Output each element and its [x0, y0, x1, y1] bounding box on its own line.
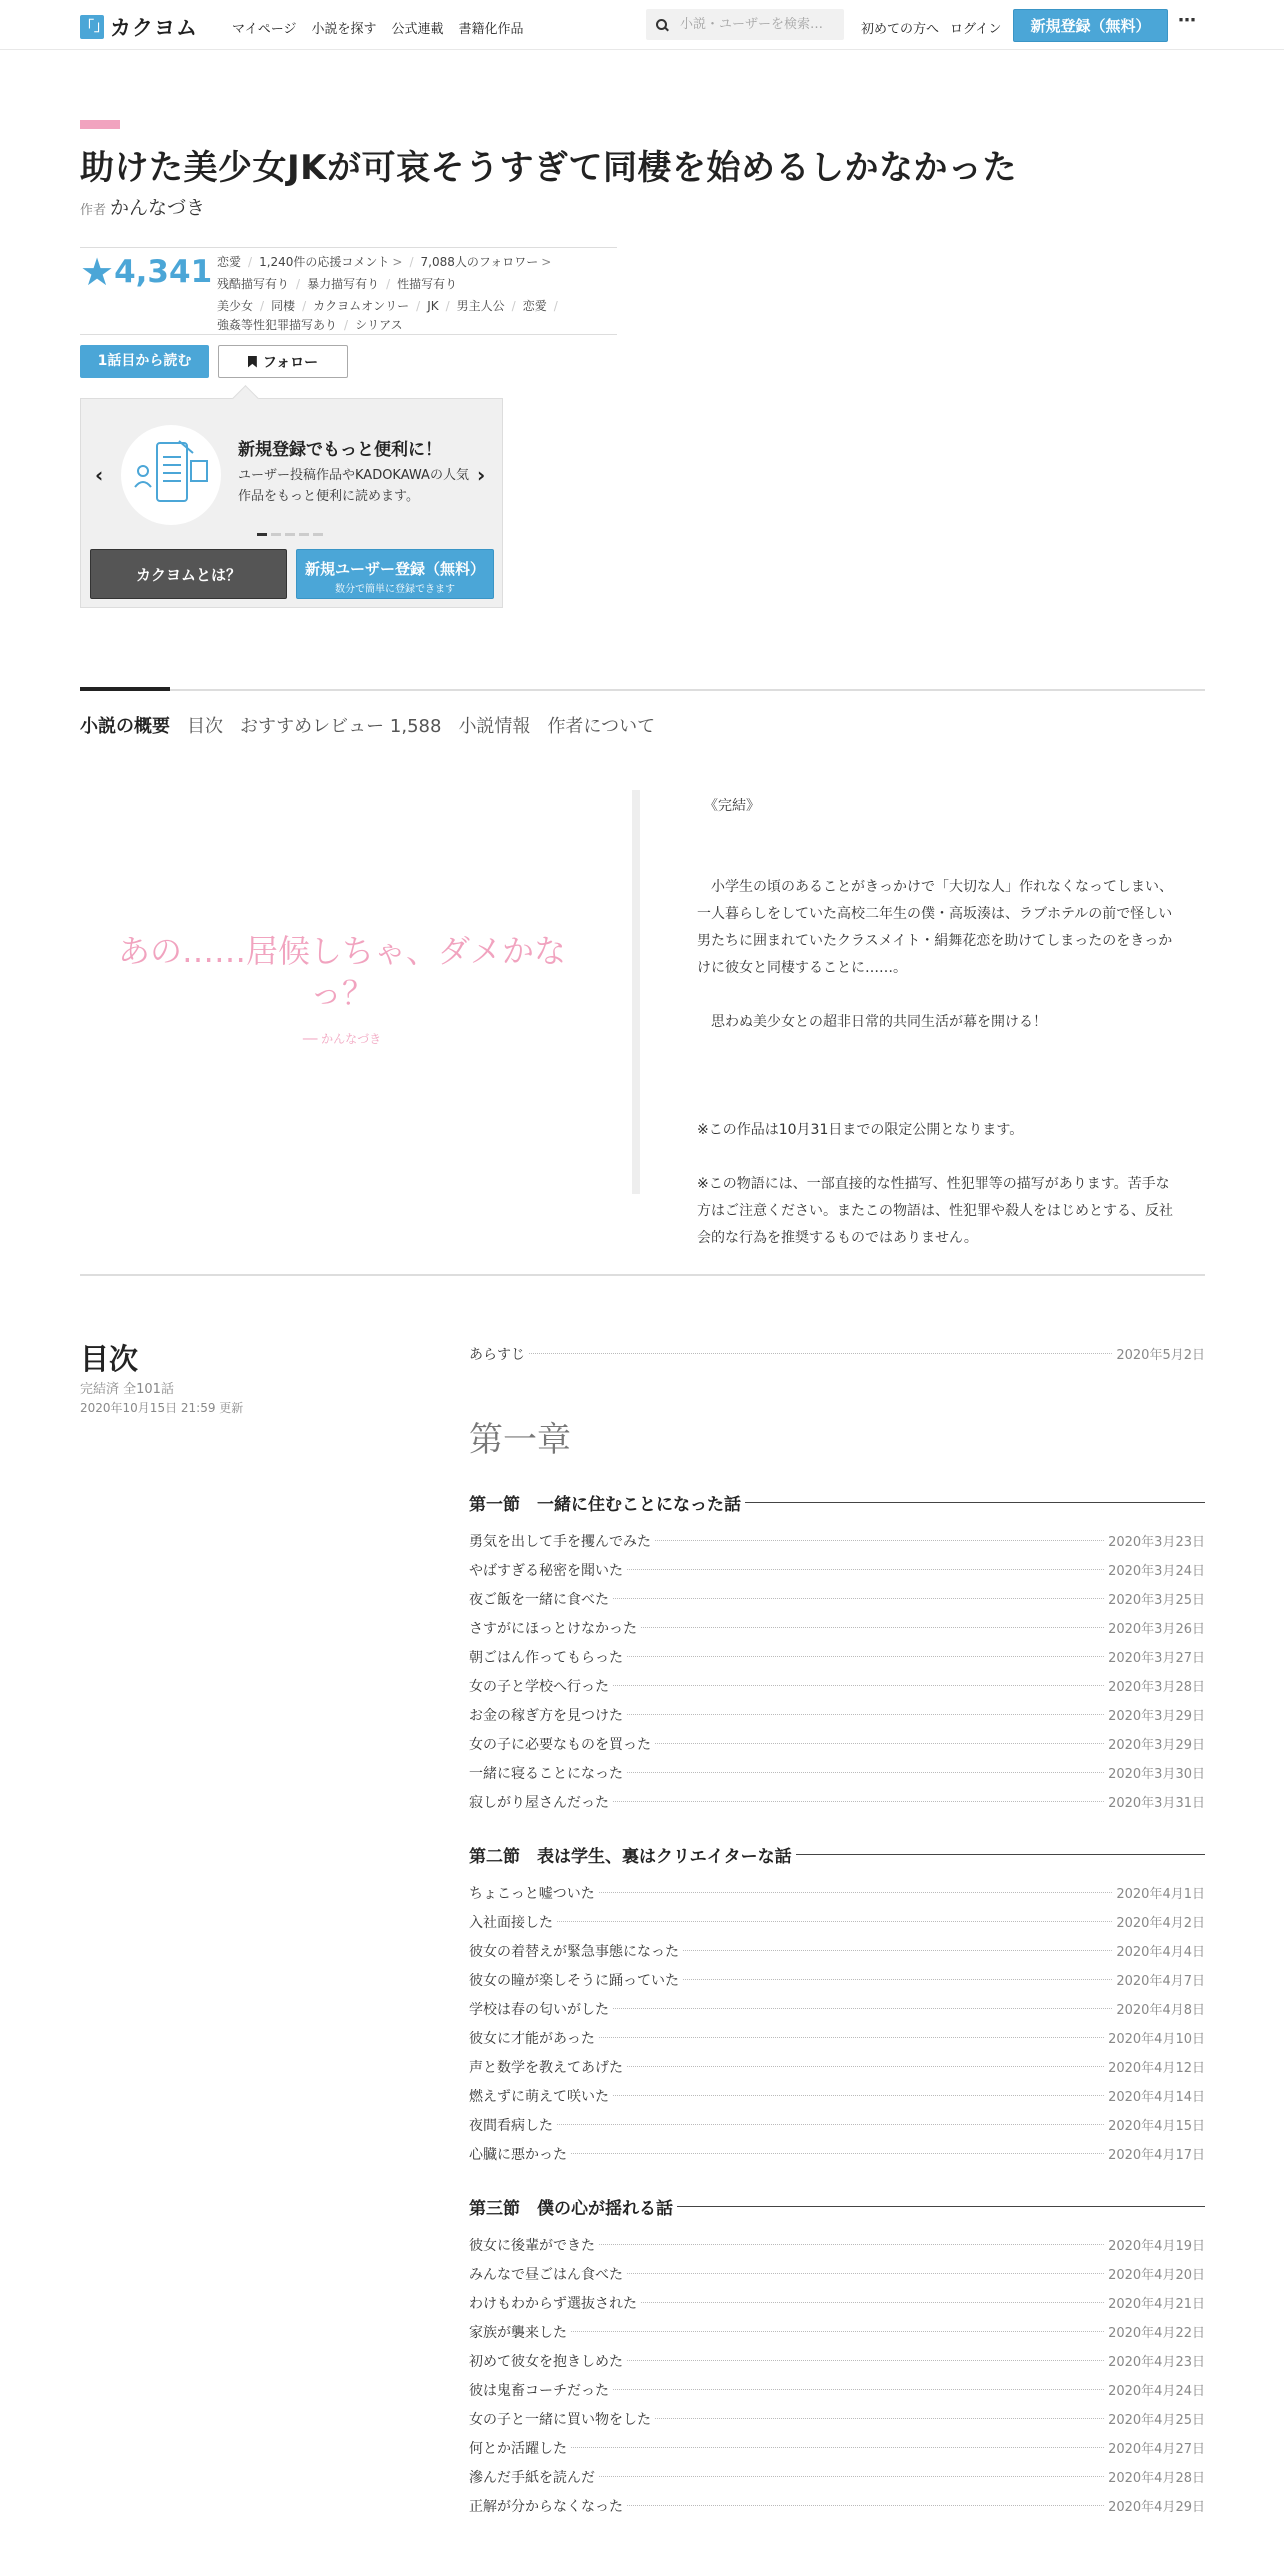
episode-title: 女の子と学校へ行った: [469, 1678, 609, 1695]
leader-dots: [571, 2447, 1104, 2448]
leader-dots: [627, 1714, 1104, 1715]
read-first-episode-button[interactable]: 1話目から読む: [80, 345, 209, 378]
intro-divider: [632, 790, 640, 1194]
episode-row[interactable]: [469, 1339, 1205, 1368]
section-rule: [745, 1502, 1205, 1503]
episode-row[interactable]: [469, 1642, 1205, 1671]
active-tab-indicator: [80, 687, 170, 691]
search-input[interactable]: [680, 17, 830, 32]
episode-title: わけもわからず選抜された: [469, 2295, 637, 2312]
episode-date: 2020年3月23日: [1108, 1535, 1205, 1550]
episode-date: 2020年5月2日: [1116, 1348, 1205, 1363]
leader-dots: [557, 1921, 1112, 1922]
follow-button[interactable]: [218, 345, 348, 378]
section-rule: [796, 1854, 1205, 1855]
episode-date: 2020年4月25日: [1108, 2413, 1205, 2428]
tab-reviews[interactable]: おすすめレビュー 1,588: [240, 716, 442, 737]
author-label: 作者: [80, 203, 107, 218]
warning-tag: 性描写有り: [397, 277, 458, 291]
episode-date: 2020年4月20日: [1108, 2268, 1205, 2283]
episode-row[interactable]: [469, 1878, 1205, 1907]
episode-title: 燃えずに萌えて咲いた: [469, 2088, 609, 2105]
episode-title: 夜間看病した: [469, 2117, 553, 2134]
meta-stats: 恋愛 / 1,240件の応援コメント > / 7,088人のフォロワー >: [217, 255, 552, 269]
episode-title: 彼女の着替えが緊急事態になった: [469, 1943, 679, 1960]
tabs-divider: [80, 689, 1205, 691]
episode-title: お金の稼ぎ方を見つけた: [469, 1707, 623, 1724]
main-nav: [232, 18, 524, 37]
episode-date: 2020年3月25日: [1108, 1593, 1205, 1608]
episode-date: 2020年4月28日: [1108, 2471, 1205, 2486]
star-rating[interactable]: [80, 251, 212, 293]
tag-link[interactable]: カクヨムオンリー: [313, 299, 410, 313]
genre-link[interactable]: 恋愛: [217, 255, 242, 269]
episode-title: やばすぎる秘密を聞いた: [469, 1562, 623, 1579]
episode-date: 2020年4月22日: [1108, 2326, 1205, 2341]
nav-mypage[interactable]: マイページ: [232, 22, 297, 37]
leader-dots: [627, 1772, 1104, 1773]
episode-title: 正解が分からなくなった: [469, 2498, 623, 2515]
episode-date: 2020年3月27日: [1108, 1651, 1205, 1666]
toc-status: 完結済 全101話: [80, 1382, 174, 1397]
episode-title: 彼女の瞳が楽しそうに踊っていた: [469, 1972, 679, 1989]
leader-dots: [599, 1892, 1113, 1893]
leader-dots: [655, 1540, 1104, 1541]
episode-row[interactable]: [469, 1994, 1205, 2023]
register-button-label: 新規ユーザー登録（無料）: [304, 560, 485, 578]
catchphrase: あの……居候しちゃ、ダメかなっ？: [117, 932, 566, 1012]
episode-row[interactable]: [469, 2230, 1205, 2259]
episode-title: 彼女に才能があった: [469, 2030, 595, 2047]
carousel-dot[interactable]: [313, 533, 323, 536]
leader-dots: [599, 2244, 1104, 2245]
warning-tag: 残酷描写有り: [217, 277, 290, 291]
leader-dots: [683, 1979, 1112, 1980]
section-title-text: 第一節 一緒に住むことになった話: [469, 1494, 741, 1515]
episode-title: あらすじ: [469, 1346, 525, 1363]
episode-title: 彼女に後輩ができた: [469, 2237, 595, 2254]
leader-dots: [655, 2418, 1104, 2419]
carousel-dot[interactable]: [299, 533, 309, 536]
episode-row[interactable]: [469, 1526, 1205, 1555]
leader-dots: [655, 1743, 1104, 1744]
chevron-right-icon: >: [392, 255, 403, 269]
leader-dots: [613, 1598, 1104, 1599]
episode-row[interactable]: [469, 2023, 1205, 2052]
search-box: [646, 9, 844, 40]
episode-date: 2020年4月24日: [1108, 2384, 1205, 2399]
section-title-text: 第三節 僕の心が揺れる話: [469, 2198, 673, 2219]
nav-published-works[interactable]: 書籍化作品: [458, 22, 524, 37]
leader-dots: [627, 1569, 1104, 1570]
episode-date: 2020年4月1日: [1116, 1887, 1205, 1902]
carousel-dot[interactable]: [257, 533, 267, 536]
login-link[interactable]: ログイン: [950, 22, 1002, 37]
bookmark-plus-icon: [248, 356, 257, 368]
episode-row[interactable]: [469, 1758, 1205, 1787]
author-name[interactable]: かんなづき: [110, 197, 206, 219]
carousel-dot[interactable]: [271, 533, 281, 536]
tag-link[interactable]: JK: [427, 299, 439, 313]
site-header: [0, 0, 1284, 50]
site-logo[interactable]: [80, 12, 198, 42]
section-title-text: 第二節 表は学生、裏はクリエイターな話: [469, 1846, 792, 1867]
author-row: [80, 193, 205, 220]
follow-button-label: フォロー: [262, 354, 319, 371]
episode-date: 2020年4月7日: [1116, 1974, 1205, 1989]
episode-title: 朝ごはん作ってもらった: [469, 1649, 623, 1666]
section-title: [469, 1839, 1205, 1869]
star-icon: ★: [80, 250, 115, 294]
more-menu-icon[interactable]: ⋯: [1178, 10, 1197, 31]
episode-row[interactable]: [469, 1555, 1205, 1584]
search-icon[interactable]: [656, 19, 668, 31]
first-time-link[interactable]: 初めての方へ: [861, 22, 940, 37]
carousel-next-icon[interactable]: ›: [477, 463, 486, 487]
episode-row[interactable]: [469, 1907, 1205, 1936]
leader-dots: [627, 2360, 1104, 2361]
episode-date: 2020年4月19日: [1108, 2239, 1205, 2254]
episode-row[interactable]: [469, 1613, 1205, 1642]
leader-dots: [627, 2066, 1104, 2067]
about-kakuyomu-button[interactable]: カクヨムとは？: [90, 549, 287, 599]
episode-title: 入社面接した: [469, 1914, 553, 1931]
episode-date: 2020年4月29日: [1108, 2500, 1205, 2515]
leader-dots: [571, 2153, 1104, 2154]
episode-title: ちょこっと嘘ついた: [469, 1885, 595, 1902]
episode-title: さすがにほっとけなかった: [469, 1620, 637, 1637]
work-title[interactable]: 助けた美少女JKが可哀そうすぎて同棲を始めるしかなかった: [80, 148, 1017, 188]
leader-dots: [613, 2008, 1112, 2009]
nav-official-serial[interactable]: 公式連載: [391, 22, 444, 37]
episode-date: 2020年4月2日: [1116, 1916, 1205, 1931]
episode-title: 寂しがり屋さんだった: [469, 1794, 609, 1811]
episode-title: 女の子に必要なものを買った: [469, 1736, 651, 1753]
episode-date: 2020年3月29日: [1108, 1709, 1205, 1724]
work-introduction: 《完結》 小学生の頃のあることがきっかけで「大切な人」作れなくなってしまい、一人暮らしをしていた高校二年生の僕・高坂湊は、ラブホテルの前で怪しい男たちに囲まれていたクラスメイト・絹舞花恋を助けてしまったのをきっかけに彼女と同棲することに……。 思わぬ美少女との超非日常的共同生活が幕を開ける！ ※この作品は10月31日までの限定公開となります。 ※この物語には、一部直接的な性描写、性犯罪等の描写があります。苦手な方はご注意ください。またこの物語は、性犯罪や殺人をはじめとする、反社会的な行為を推奨するものではありません。: [697, 798, 1173, 1246]
episode-row[interactable]: [469, 1584, 1205, 1613]
episode-date: 2020年4月17日: [1108, 2148, 1205, 2163]
episode-title: 心臓に悪かった: [469, 2146, 567, 2163]
episode-row[interactable]: [469, 2110, 1205, 2139]
episode-title: 初めて彼女を抱きしめた: [469, 2353, 623, 2370]
tag-link[interactable]: 男主人公: [456, 299, 505, 313]
logo-text: カクヨム: [110, 16, 198, 40]
tag-link[interactable]: 強姦等性犯罪描写あり: [217, 318, 338, 332]
promo-text: ユーザー投稿作品やKADOKAWAの人気作品をもっと便利に読めます。: [238, 468, 469, 504]
episode-row[interactable]: [469, 2317, 1205, 2346]
episode-date: 2020年4月27日: [1108, 2442, 1205, 2457]
episode-date: 2020年3月26日: [1108, 1622, 1205, 1637]
episode-title: 何とか活躍した: [469, 2440, 567, 2457]
episode-date: 2020年3月31日: [1108, 1796, 1205, 1811]
section-divider: [80, 1274, 1205, 1276]
leader-dots: [627, 2505, 1104, 2506]
episode-date: 2020年4月8日: [1116, 2003, 1205, 2018]
warning-tag: 暴力描写有り: [307, 277, 380, 291]
episode-date: 2020年4月14日: [1108, 2090, 1205, 2105]
leader-dots: [627, 1656, 1104, 1657]
tag-link[interactable]: 同棲: [271, 299, 296, 313]
promo-title: 新規登録でもっと便利に！: [238, 440, 442, 460]
tab-toc[interactable]: 目次: [187, 716, 223, 737]
episode-row[interactable]: [469, 2052, 1205, 2081]
register-button-sub: 数分で簡単に登録できます: [335, 584, 455, 595]
episode-row[interactable]: [469, 1729, 1205, 1758]
work-tabs: [80, 712, 655, 738]
devices-illustration-icon: [121, 425, 221, 525]
episode-date: 2020年4月23日: [1108, 2355, 1205, 2370]
episode-row[interactable]: [469, 2462, 1205, 2491]
content-warnings: 残酷描写有り / 暴力描写有り / 性描写有り: [217, 277, 458, 291]
episode-date: 2020年4月15日: [1108, 2119, 1205, 2134]
followers-link[interactable]: 7,088人のフォロワー: [420, 255, 539, 269]
episode-date: 2020年3月24日: [1108, 1564, 1205, 1579]
chapter-title: 第一章: [469, 1420, 571, 1460]
episode-row[interactable]: [469, 2404, 1205, 2433]
episode-title: 勇気を出して手を攫んでみた: [469, 1533, 651, 1550]
leader-dots: [627, 2273, 1104, 2274]
episode-list: [469, 1339, 1205, 2520]
genre-color-bar: [80, 120, 120, 129]
tag-link[interactable]: シリアス: [355, 318, 403, 332]
carousel-dot[interactable]: [285, 533, 295, 536]
comments-link[interactable]: 1,240件の応援コメント: [259, 255, 390, 269]
leader-dots: [641, 1627, 1104, 1628]
carousel-prev-icon[interactable]: ‹: [95, 463, 104, 487]
episode-date: 2020年3月29日: [1108, 1738, 1205, 1753]
episode-title: 一緒に寝ることになった: [469, 1765, 623, 1782]
episode-date: 2020年4月4日: [1116, 1945, 1205, 1960]
tag-link[interactable]: 美少女: [217, 299, 254, 313]
episode-date: 2020年4月21日: [1108, 2297, 1205, 2312]
episode-title: 彼は鬼畜コーチだった: [469, 2382, 609, 2399]
nav-search-novels[interactable]: 小説を探す: [311, 22, 377, 37]
leader-dots: [599, 2476, 1104, 2477]
leader-dots: [599, 2037, 1104, 2038]
new-user-register-button[interactable]: [296, 549, 494, 599]
episode-date: 2020年4月10日: [1108, 2032, 1205, 2047]
logo-mark: 「」: [80, 15, 104, 39]
tag-list: 美少女 / 同棲 / カクヨムオンリー / JK / 男主人公 / 恋愛 /: [217, 299, 558, 313]
episode-title: 家族が襲来した: [469, 2324, 567, 2341]
leader-dots: [613, 2389, 1104, 2390]
episode-row[interactable]: [469, 2433, 1205, 2462]
episode-title: 夜ご飯を一緒に食べた: [469, 1591, 609, 1608]
episode-row[interactable]: [469, 2491, 1205, 2520]
episode-title: みんなで昼ごはん食べた: [469, 2266, 623, 2283]
episode-row[interactable]: [469, 2375, 1205, 2404]
episode-date: 2020年3月30日: [1108, 1767, 1205, 1782]
work-meta: [80, 247, 617, 335]
leader-dots: [557, 2124, 1104, 2125]
toc-heading: 目次: [80, 1342, 139, 1376]
tab-work-info[interactable]: 小説情報: [458, 716, 531, 737]
episode-row[interactable]: [469, 2346, 1205, 2375]
leader-dots: [529, 1353, 1112, 1354]
section-title: [469, 2191, 1205, 2221]
signup-promo-carousel: [80, 398, 503, 608]
leader-dots: [613, 1801, 1104, 1802]
episode-title: 滲んだ手紙を読んだ: [469, 2469, 595, 2486]
episode-title: 女の子と一緒に買い物をした: [469, 2411, 651, 2428]
star-count: 4,341: [114, 254, 213, 290]
episode-row[interactable]: [469, 1700, 1205, 1729]
tag-list-2: 強姦等性犯罪描写あり / シリアス: [217, 318, 403, 332]
episode-date: 2020年4月12日: [1108, 2061, 1205, 2076]
register-button[interactable]: 新規登録（無料）: [1013, 9, 1168, 42]
section-rule: [677, 2206, 1205, 2207]
catchphrase-author: ── かんなづき: [302, 1032, 382, 1046]
leader-dots: [571, 2331, 1104, 2332]
toc-updated: 2020年10月15日 21:59 更新: [80, 1401, 244, 1415]
episode-row[interactable]: [469, 1936, 1205, 1965]
tag-link[interactable]: 恋愛: [522, 299, 547, 313]
tab-overview[interactable]: 小説の概要: [80, 716, 170, 737]
leader-dots: [641, 2302, 1104, 2303]
episode-row[interactable]: [469, 2259, 1205, 2288]
episode-title: 声と数学を教えてあげた: [469, 2059, 623, 2076]
episode-row[interactable]: [469, 1965, 1205, 1994]
tab-about-author[interactable]: 作者について: [547, 716, 656, 737]
episode-row[interactable]: [469, 2139, 1205, 2168]
episode-title: 学校は春の匂いがした: [469, 2001, 609, 2018]
episode-date: 2020年3月28日: [1108, 1680, 1205, 1695]
leader-dots: [613, 1685, 1104, 1686]
episode-row[interactable]: [469, 2288, 1205, 2317]
episode-row[interactable]: [469, 2081, 1205, 2110]
carousel-indicator: [257, 533, 323, 536]
leader-dots: [683, 1950, 1112, 1951]
section-title: [469, 1487, 1205, 1517]
leader-dots: [613, 2095, 1104, 2096]
chevron-right-icon: >: [541, 255, 552, 269]
episode-row[interactable]: [469, 1671, 1205, 1700]
episode-row[interactable]: [469, 1787, 1205, 1816]
